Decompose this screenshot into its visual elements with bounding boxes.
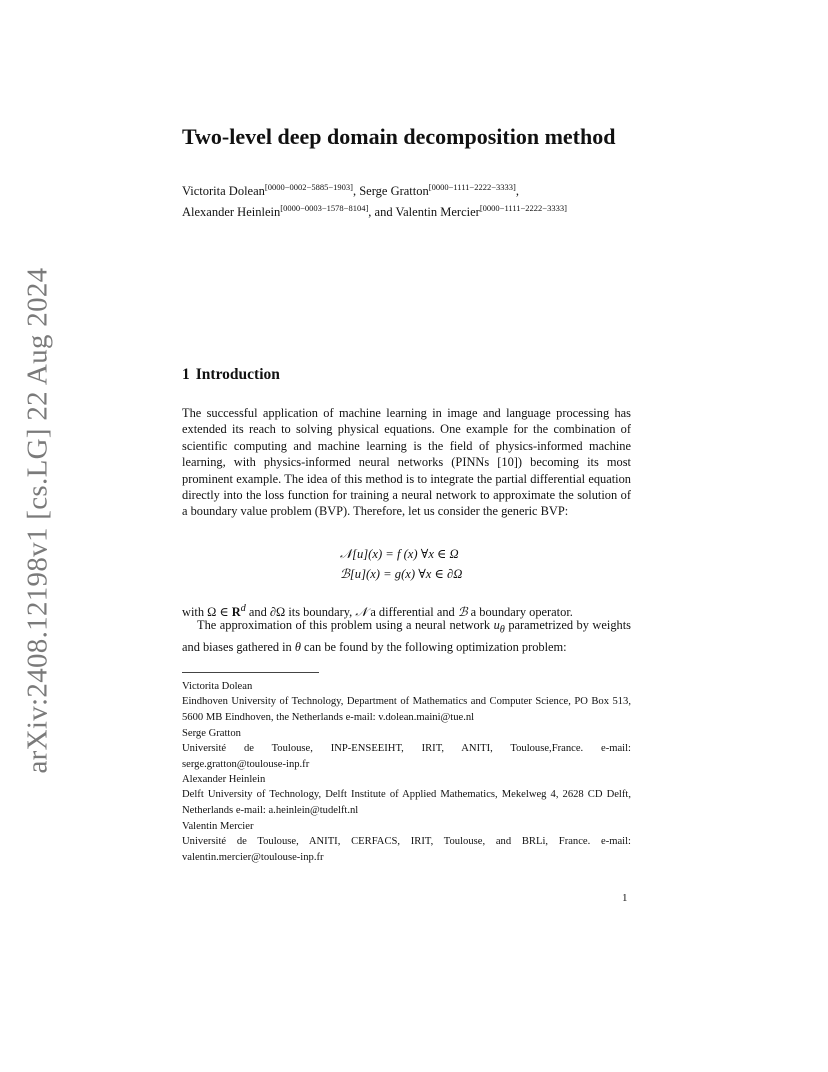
inline-text: a differential and: [367, 605, 458, 620]
author-name: Valentin Mercier: [395, 205, 480, 219]
boundary-operator-symbol: ℬ: [340, 566, 350, 581]
affiliation: [182, 819, 631, 865]
author: [182, 184, 359, 198]
section-number: 1: [182, 366, 190, 383]
author-separator: ,: [352, 184, 360, 198]
equation-boundary: [340, 566, 462, 582]
author-separator: , and: [368, 205, 396, 219]
differential-operator-symbol: 𝒩: [340, 546, 353, 561]
author-list: [182, 181, 642, 223]
affiliation-author: Serge Gratton: [182, 728, 241, 739]
author-orcid: [0000−1111−2222−3333]: [428, 182, 516, 192]
affiliation-text: Eindhoven University of Technology, Department of Mathematics and Computer Science, PO Box 513, 5600 MB Eindhoven, the Netherlands e-mail: v.dolean.maini@tue.nl: [182, 696, 631, 723]
section-title: Introduction: [195, 366, 280, 383]
boundary-operator-symbol: ℬ: [457, 604, 468, 620]
differential-operator-symbol: 𝒩: [355, 604, 368, 620]
affiliation-text: Université de Toulouse, ANITI, CERFACS, IRIT, Toulouse, and BRLi, France. e-mail: valentin.mercier@toulouse-inp.fr: [182, 836, 631, 863]
author: [182, 205, 395, 219]
page-number: 1: [622, 892, 628, 904]
intro-paragraph: The successful application of machine learning in image and language processing has extended its reach to solving physical equations. One example for the combination of scientific computing and machine learning is the field of physics-informed machine learning, with physics-informed neural networks (PINNs [10]) becoming its most prominent example. The idea of this method is to integrate the partial differential equation directly into the loss function for training a neural network to approximate the solution of a boundary value problem (BVP). Therefore, let us consider the generic BVP:: [182, 406, 631, 519]
equation-boundary-body: [u](x) = g(x) ∀x ∈ ∂Ω: [349, 567, 463, 581]
network-symbol: u: [493, 618, 500, 632]
affiliation: [182, 772, 631, 818]
inline-text: parametrized by weights and biases gathered in: [182, 618, 631, 654]
section-heading: [182, 366, 280, 384]
affiliation-author: Victorita Dolean: [182, 681, 253, 692]
inline-text: with Ω ∈: [182, 605, 232, 620]
author-name: Alexander Heinlein: [182, 205, 281, 219]
affiliation: [182, 679, 631, 725]
inline-text: The approximation of this problem using a neural network: [197, 618, 491, 632]
affiliation: [182, 726, 631, 772]
author-orcid: [0000−1111−2222−3333]: [479, 203, 567, 213]
equation-pde: [340, 546, 459, 562]
affiliation-author: Alexander Heinlein: [182, 774, 266, 785]
dimension-symbol: d: [240, 603, 246, 614]
affiliation-author: Valentin Mercier: [182, 821, 254, 832]
inline-text: a boundary operator.: [467, 605, 573, 620]
real-space-symbol: R: [231, 605, 241, 620]
footnote-rule: [182, 672, 319, 673]
author-orcid: [0000−0003−1578−8104]: [280, 203, 369, 213]
author-orcid: [0000−0002−5885−1903]: [264, 182, 353, 192]
affiliation-text: Delft University of Technology, Delft Institute of Applied Mathematics, Mekelweg 4, 2628 CD Delft, Netherlands e-mail: a.heinlein@tudelft.nl: [182, 789, 631, 816]
theta-symbol: θ: [294, 639, 301, 654]
arxiv-stamp-text: arXiv:2408.12198v1 [cs.LG] 22 Aug 2024: [21, 267, 54, 773]
arxiv-stamp: [14, 267, 62, 773]
approximation-paragraph: [182, 617, 631, 655]
author-separator: ,: [515, 184, 519, 198]
author-name: Victorita Dolean: [182, 184, 265, 198]
affiliation-text: Université de Toulouse, INP-ENSEEIHT, IRIT, ANITI, Toulouse,France. e-mail: serge.gratton@toulouse-inp.fr: [182, 743, 631, 770]
theta-subscript: θ: [499, 624, 505, 636]
author: [395, 205, 566, 219]
inline-text: can be found by the following optimization problem:: [300, 639, 567, 654]
paper-title: Two-level deep domain decomposition method: [182, 124, 616, 149]
equation-pde-body: [u](x) = f (x) ∀x ∈ Ω: [352, 547, 459, 561]
author-name: Serge Gratton: [359, 184, 429, 198]
inline-text: and ∂Ω its boundary,: [245, 605, 356, 620]
author: [359, 184, 519, 198]
